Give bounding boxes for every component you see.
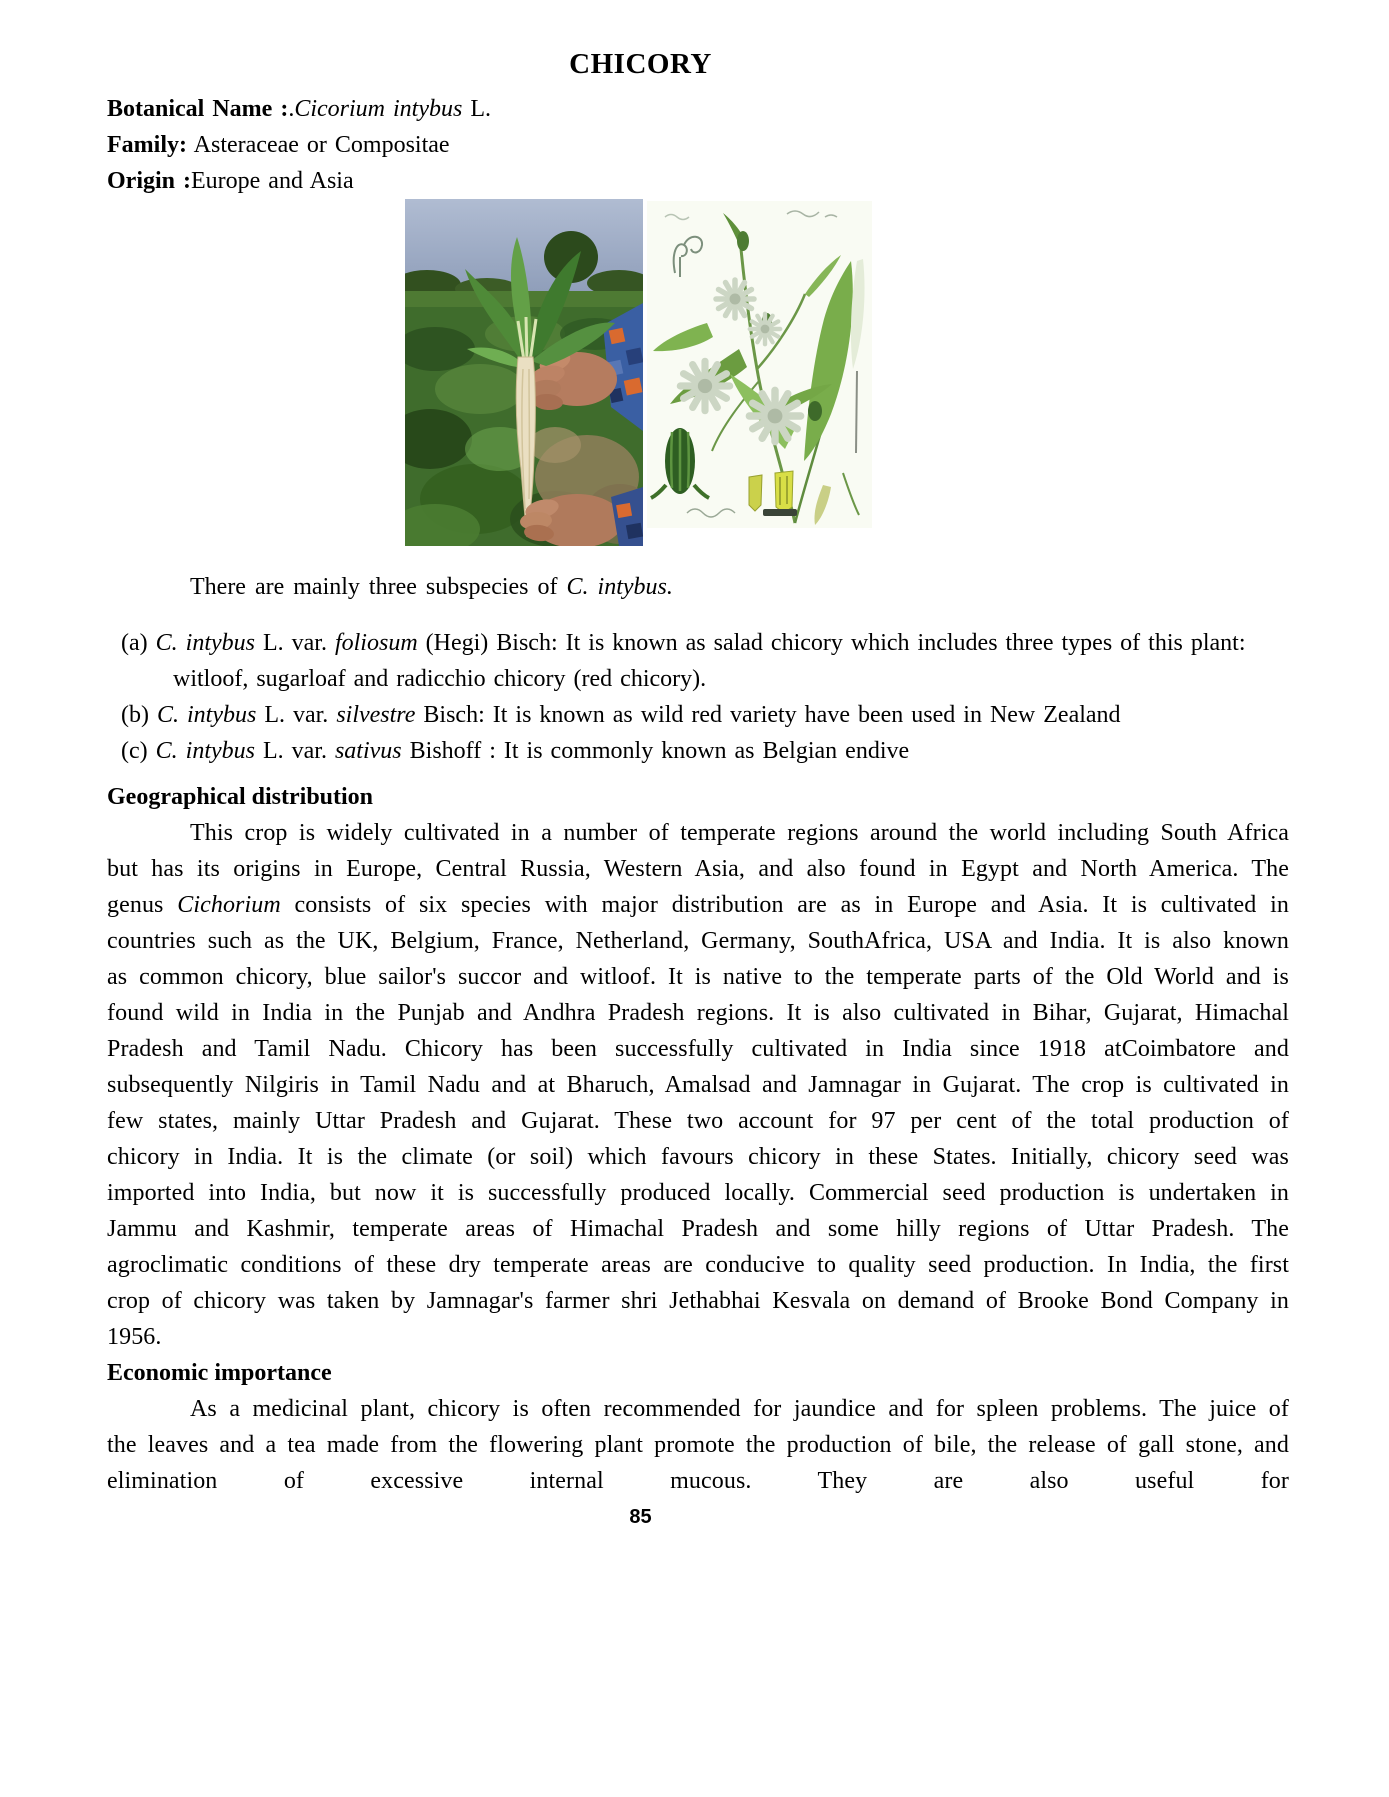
text-run: foliosum — [334, 630, 418, 656]
botanical-name-line — [107, 91, 1289, 127]
family-line — [107, 127, 1289, 163]
text-run: CHICORY — [569, 48, 712, 80]
intro-line — [107, 569, 1289, 605]
text-run: L. var. — [254, 630, 335, 656]
text-run: consists of six species with major distribution are as in Europe and Asia. It is cultivated in countries such as the UK, Belgium, France, Netherland, Germany, SouthAfrica, USA and India. It is also known as common chicory, blue sailor's succor and witloof. It is native to the temperate parts of the Old World and is found wild in India in the Punjab and Andhra Pradesh regions. It is also cultivated in Bihar, Gujarat, Himachal Pradesh and Tamil Nadu. Chicory has been successfully cultivated in India since 1918 atCoimbatore and subsequently Nilgiris in Tamil Nadu and at Bharuch, Amalsad and Jamnagar in Gujarat. The crop is cultivated in few states, mainly Uttar Pradesh and Gujarat. These two account for 97 per cent of the total production of chicory in India. It is the climate (or soil) which favours chicory in these States. Initially, chicory seed was imported into India, but now it is successfully produced locally. Commercial seed production is undertaken in Jammu and Kashmir, temperate areas of Himachal Pradesh and some hilly regions of Uttar Pradesh. The agroclimatic conditions of these dry temperate areas are conducive to quality seed production. In India, the first crop of chicory was taken by Jamnagar's farmer shri Jethabhai Kesvala on demand of Brooke Bond Company in 1956. — [107, 892, 1289, 1350]
text-run: Europe and Asia — [191, 168, 354, 194]
page-title — [107, 45, 1174, 83]
figure-row — [405, 199, 1289, 547]
text-run: (c) — [121, 738, 156, 764]
text-run: L. — [462, 96, 491, 122]
chicory-field-photo — [405, 199, 643, 546]
meta-block — [107, 91, 1289, 199]
text-run: As a medicinal plant, chicory is often recommended for jaundice and for spleen problems. The juice of the leaves and a tea made from the flowering plant promote the production of bile, the release of gall stone, and elimination of excessive internal mucous. They are also useful for — [107, 1396, 1289, 1494]
text-run: This crop is widely cultivated in a number of temperate regions around the world including South Africa but has its origins in Europe, Central Russia, Western Asia, and also found in Egypt and North America. The genus — [107, 820, 1289, 918]
text-run: (b) — [121, 702, 157, 728]
page-number: 85 — [629, 1506, 652, 1528]
geographical-paragraph — [107, 815, 1289, 1355]
text-run: C. intybus — [155, 630, 255, 656]
text-run: Bisch: It is known as wild red variety have been used in New Zealand — [415, 702, 1121, 728]
text-run: There are mainly three subspecies of — [190, 574, 567, 600]
text-run: L. var. — [256, 702, 337, 728]
text-run: Asteraceae or Compositae — [186, 132, 450, 158]
text-run: Cicorium intybus — [294, 96, 463, 122]
subspecies-list — [107, 625, 1289, 769]
subspecies-item — [107, 625, 1289, 697]
text-run: . — [288, 96, 295, 122]
origin-line — [107, 163, 1289, 199]
text-run: C. intybus. — [566, 574, 673, 600]
text-run: (a) — [121, 630, 156, 656]
text-run: L. var. — [254, 738, 335, 764]
text-run: C. intybus — [155, 738, 255, 764]
text-run: Cichorium — [177, 892, 281, 918]
text-run: Origin : — [107, 168, 191, 194]
text-run: (Hegi) Bisch: It is known as salad chicory which includes three types of this plant: witloof, sugarloaf and radicchio chicory (red chicory). — [173, 630, 1246, 692]
section-heading-economic: Economic importance — [107, 1360, 332, 1386]
text-run: C. intybus — [156, 702, 257, 728]
text-run: Bishoff : It is commonly known as Belgian endive — [401, 738, 910, 764]
chicory-botanical-illustration — [647, 201, 872, 528]
text-run: sativus — [334, 738, 402, 764]
section-heading-geographical: Geographical distribution — [107, 784, 374, 810]
text-run: Botanical Name : — [107, 96, 289, 122]
text-run: silvestre — [336, 702, 416, 728]
economic-paragraph — [107, 1391, 1289, 1499]
subspecies-item — [107, 733, 1289, 769]
text-run: Family: — [107, 132, 187, 158]
subspecies-item — [107, 697, 1289, 733]
